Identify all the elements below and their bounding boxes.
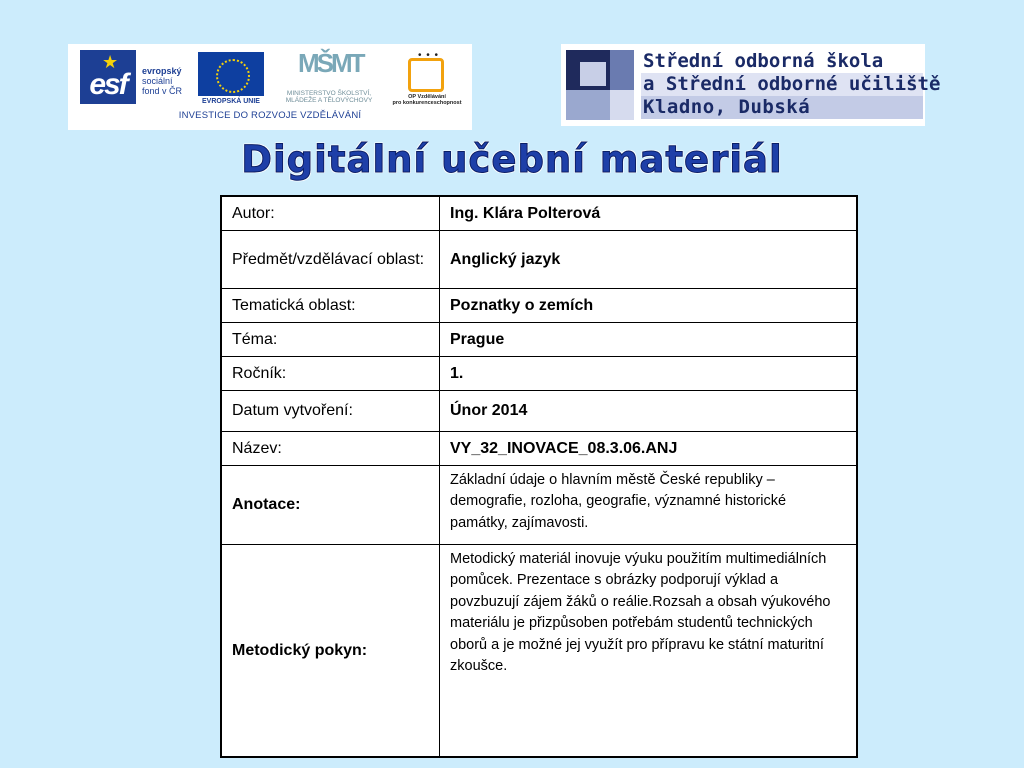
op-label-line: OP Vzdělávání <box>408 94 446 100</box>
table-row <box>221 431 857 465</box>
row-key: Anotace: <box>221 465 440 544</box>
op-dots-icon: • • • <box>418 50 440 61</box>
school-squares-icon <box>566 50 634 120</box>
row-value: Základní údaje o hlavním městě České republiky – demografie, rozloha, geografie, významné historické památky, zajímavosti. <box>440 465 858 544</box>
row-value: Metodický materiál inovuje výuku použitím multimediálních pomůcek. Prezentace s obrázky podporují výklad a povzbuzují zájem žáků o reálie.Rozsah a obsah výukového materiálu je přizpůsoben potřebám studentů technických oborů a je možné jej využít pro přípravu ke státní maturitní zkoušce. <box>440 544 858 757</box>
school-name <box>641 50 941 119</box>
table-row <box>221 288 857 322</box>
table-row <box>221 544 857 757</box>
row-key: Metodický pokyn: <box>221 544 440 757</box>
esf-letters: esf <box>89 68 127 101</box>
star-icon: ★ <box>102 52 119 72</box>
eu-label: EVROPSKÁ UNIE <box>202 98 260 105</box>
row-value: Ing. Klára Polterová <box>440 196 858 230</box>
op-label <box>384 94 470 106</box>
msmt-label <box>270 90 388 104</box>
table-row <box>221 230 857 288</box>
row-key: Ročník: <box>221 356 440 390</box>
table-row <box>221 465 857 544</box>
row-value: Poznatky o zemích <box>440 288 858 322</box>
msmt-logo: MŠMT <box>298 48 363 78</box>
investice-label: INVESTICE DO ROZVOJE VZDĚLÁVÁNÍ <box>178 110 362 121</box>
esf-logo <box>80 50 136 104</box>
row-value: Anglický jazyk <box>440 230 858 288</box>
msmt-label-line: MINISTERSTVO ŠKOLSTVÍ, <box>286 90 372 97</box>
row-key: Téma: <box>221 322 440 356</box>
msmt-label-line: MLÁDEŽE A TĚLOVÝCHOVY <box>285 97 373 104</box>
eu-stars-icon <box>216 59 250 93</box>
row-value: 1. <box>440 356 858 390</box>
school-name-line1: Střední odborná škola <box>643 50 884 72</box>
row-key: Datum vytvoření: <box>221 390 440 431</box>
esf-text <box>142 66 182 96</box>
op-box-icon <box>408 58 444 92</box>
esf-text-line: fond v ČR <box>142 86 183 96</box>
info-table <box>220 195 858 758</box>
table-row <box>221 356 857 390</box>
row-value: Únor 2014 <box>440 390 858 431</box>
row-value: Prague <box>440 322 858 356</box>
table-row <box>221 196 857 230</box>
op-logo <box>404 50 448 90</box>
table-row <box>221 390 857 431</box>
row-value: VY_32_INOVACE_08.3.06.ANJ <box>440 431 858 465</box>
row-key: Název: <box>221 431 440 465</box>
page-title: Digitální učební materiál <box>241 138 783 181</box>
partner-logos <box>68 44 472 130</box>
school-name-line2: a Střední odborné učiliště <box>643 73 941 95</box>
table-row <box>221 322 857 356</box>
school-logo <box>561 44 941 126</box>
op-label-line: pro konkurenceschopnost <box>392 100 462 106</box>
row-key: Tematická oblast: <box>221 288 440 322</box>
row-key: Předmět/vzdělávací oblast: <box>221 230 440 288</box>
row-key: Autor: <box>221 196 440 230</box>
school-name-line3: Kladno, Dubská <box>641 96 923 119</box>
eu-flag-icon <box>198 52 264 96</box>
esf-text-line: sociální <box>142 76 173 86</box>
esf-text-line: evropský <box>142 66 182 76</box>
